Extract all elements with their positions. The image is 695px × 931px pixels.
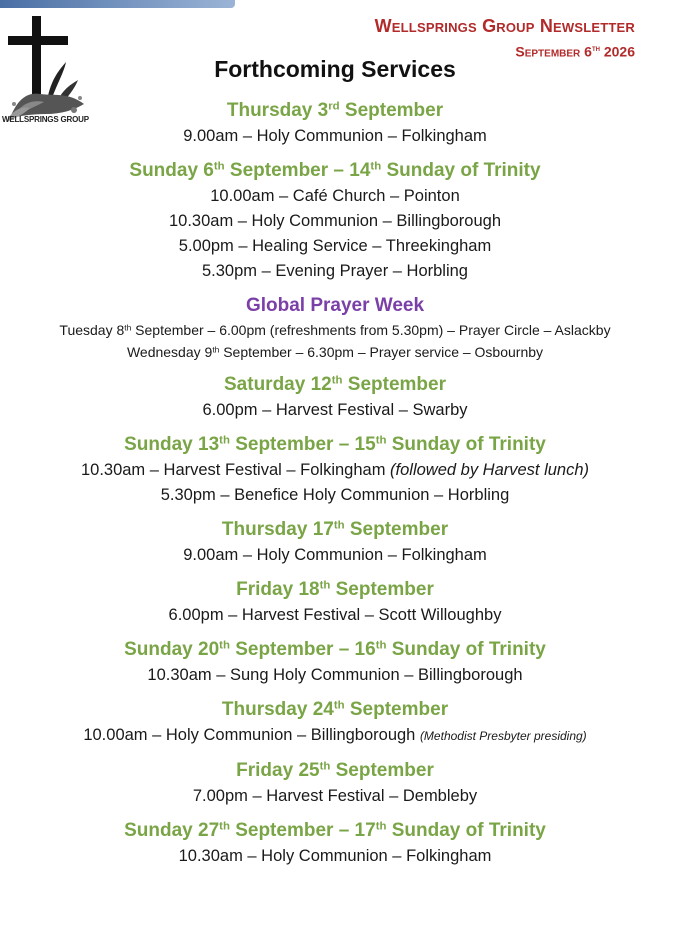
service-group (0, 293, 670, 363)
service-line: 10.00am – Holy Communion – Billingborough (Methodist Presbyter presiding) (83, 726, 587, 744)
service-line: 6.00pm – Harvest Festival – Scott Willoughby (168, 606, 502, 624)
service-date-heading: Thursday 17th September (221, 519, 449, 540)
service-line: Wednesday 9th September – 6.30pm – Prayer service – Osbournby (126, 344, 544, 360)
service-line: 6.00pm – Harvest Festival – Swarby (202, 401, 468, 419)
service-date-heading: Thursday 3rd September (226, 100, 444, 121)
service-line: 10.30am – Sung Holy Communion – Billingborough (147, 666, 523, 684)
logo-text: WELLSPRINGS GROUP (2, 115, 89, 124)
service-line: 10.30am – Holy Communion – Billingborough (168, 212, 502, 230)
service-group (0, 432, 670, 508)
page-title: Forthcoming Services (214, 56, 456, 82)
service-line: 10.30am – Holy Communion – Folkingham (178, 847, 492, 865)
service-note: (followed by Harvest lunch) (390, 461, 590, 479)
service-group (0, 98, 670, 149)
service-line: 10.00am – Café Church – Pointon (210, 187, 460, 205)
prayer-week-heading: Global Prayer Week (245, 295, 425, 316)
service-date-heading: Sunday 20th September – 16th Sunday of Trinity (124, 639, 546, 660)
service-line: 10.30am – Harvest Festival – Folkingham (followed by Harvest lunch) (80, 461, 590, 479)
service-line: 9.00am – Holy Communion – Folkingham (183, 546, 487, 564)
service-group (0, 577, 670, 628)
service-group (0, 697, 670, 749)
service-date-heading: Saturday 12th September (224, 374, 446, 395)
service-line: Tuesday 8th September – 6.00pm (refreshments from 5.30pm) – Prayer Circle – Aslackby (59, 322, 611, 338)
top-decorative-bar (0, 0, 235, 8)
service-group (0, 372, 670, 423)
services-list (0, 98, 670, 878)
service-date-heading: Thursday 24th September (221, 699, 449, 720)
service-date-heading: Friday 18th September (236, 579, 434, 600)
service-date-heading: Sunday 27th September – 17th Sunday of Trinity (124, 820, 546, 841)
service-date-heading: Sunday 6th September – 14th Sunday of Trinity (129, 160, 541, 181)
service-date-heading: Sunday 13th September – 15th Sunday of Trinity (124, 434, 546, 455)
service-line: 5.00pm – Healing Service – Threekingham (178, 237, 492, 255)
service-line: 5.30pm – Benefice Holy Communion – Horbling (160, 486, 510, 504)
service-group (0, 637, 670, 688)
service-line: 5.30pm – Evening Prayer – Horbling (202, 262, 468, 280)
service-group (0, 758, 670, 809)
service-group (0, 517, 670, 568)
service-line: 7.00pm – Harvest Festival – Dembleby (192, 787, 478, 805)
service-line: 9.00am – Holy Communion – Folkingham (183, 127, 487, 145)
service-group (0, 158, 670, 284)
newsletter-date: September 6th 2026 (515, 43, 635, 60)
service-date-heading: Friday 25th September (236, 760, 434, 781)
newsletter-masthead (375, 16, 635, 60)
service-note: (Methodist Presbyter presiding) (419, 729, 587, 743)
service-group (0, 818, 670, 869)
newsletter-name: Wellsprings Group Newsletter (374, 16, 635, 36)
